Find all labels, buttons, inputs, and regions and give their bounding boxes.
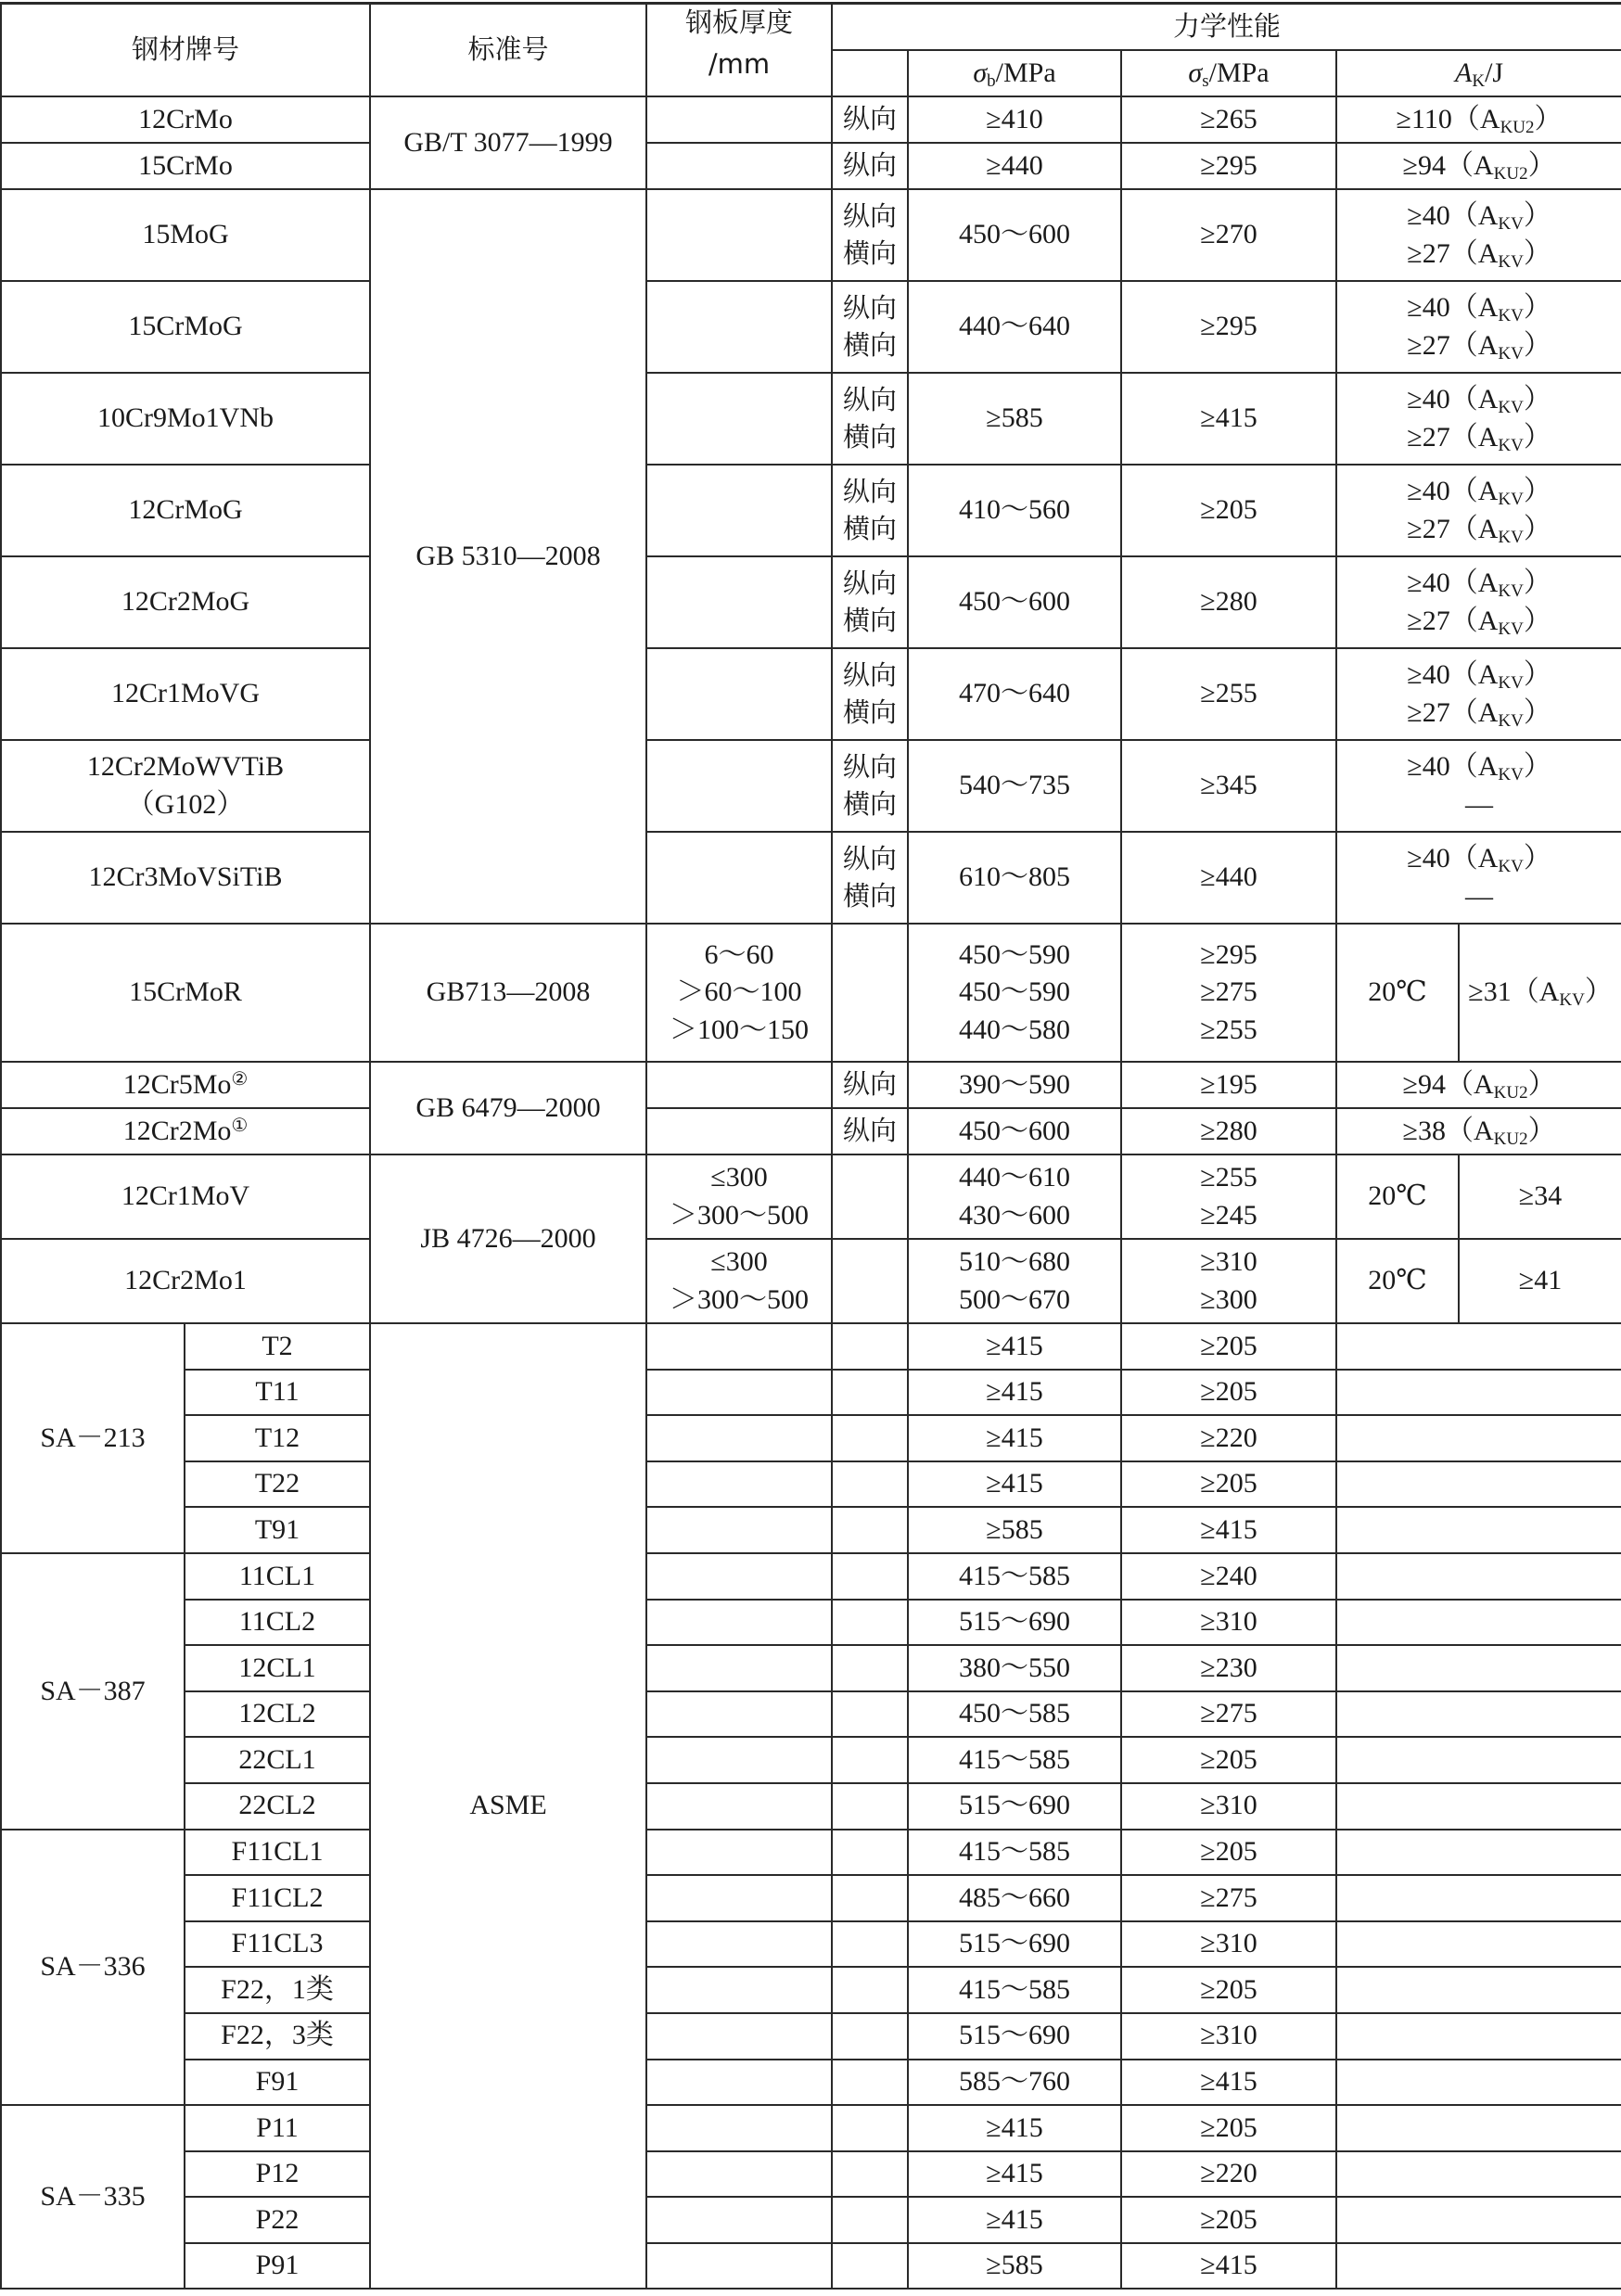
- thickness-cell: [646, 1737, 832, 1783]
- table-row: [1, 2105, 1621, 2151]
- thickness-cell: [646, 648, 832, 740]
- thickness-cell: [646, 2060, 832, 2106]
- direction-cell: [832, 1783, 908, 1830]
- code-cell: P12: [185, 2151, 370, 2198]
- code-cell: 12CL1: [185, 1645, 370, 1691]
- sigma-s-cell: ≥220: [1121, 1415, 1336, 1461]
- thickness-cell: [646, 96, 832, 143]
- table-row: [1, 740, 1621, 832]
- header-ak: $A_K/J$: [1336, 50, 1621, 96]
- sigma-b-cell: 410～560: [908, 465, 1121, 556]
- direction-cell: 纵向 横向: [832, 189, 908, 281]
- temp-cell: 20℃: [1336, 1239, 1459, 1323]
- ak-cell: $\ge 40(A_{KV})$ $\ge 27(A_{KV})$: [1336, 281, 1621, 373]
- standard-cell: ASME: [370, 1323, 646, 2289]
- ak-cell: [1336, 1600, 1621, 1646]
- ak-cell: $\ge 110(A_{KU2})$: [1336, 96, 1621, 143]
- footnote-mark: ①: [231, 1115, 249, 1136]
- ak-cell: [1336, 2151, 1621, 2198]
- sigma-s-cell: ≥280: [1121, 556, 1336, 648]
- table-row: [1, 2013, 1621, 2060]
- direction-cell: [832, 1921, 908, 1968]
- sigma-s-cell: ≥255: [1121, 648, 1336, 740]
- code-cell: 22CL1: [185, 1737, 370, 1783]
- direction-cell: [832, 1967, 908, 2013]
- code-cell: F11CL2: [185, 1875, 370, 1921]
- direction-cell: [832, 2060, 908, 2106]
- table-row: [1, 1154, 1621, 1239]
- thickness-cell: [646, 143, 832, 189]
- code-cell: F22，3类: [185, 2013, 370, 2060]
- footnote-mark: ②: [231, 1068, 249, 1090]
- table-row: [1, 143, 1621, 189]
- sigma-b-cell: ≥440: [908, 143, 1121, 189]
- thickness-cell: [646, 465, 832, 556]
- sigma-b-cell: 515～690: [908, 1600, 1121, 1646]
- direction-cell: 纵向 横向: [832, 281, 908, 373]
- table-row: [1, 1737, 1621, 1783]
- thickness-cell: [646, 1875, 832, 1921]
- sigma-s-cell: ≥310: [1121, 1600, 1336, 1646]
- ak-cell: [1336, 1737, 1621, 1783]
- grade-cell: 15CrMoG: [1, 281, 370, 373]
- table-row: [1, 832, 1621, 924]
- direction-cell: [832, 1691, 908, 1738]
- code-cell: 11CL2: [185, 1600, 370, 1646]
- direction-cell: [832, 1370, 908, 1416]
- standard-cell: GB 5310—2008: [370, 189, 646, 924]
- header-thickness: [646, 4, 832, 97]
- header-standard: 标准号: [370, 4, 646, 97]
- mechanical-properties-table: [0, 2, 1621, 2290]
- ak-cell: [1336, 1921, 1621, 1968]
- thickness-cell: ≤300 ＞300～500: [646, 1239, 832, 1323]
- sigma-s-cell: ≥415: [1121, 2060, 1336, 2106]
- thickness-cell: [646, 2013, 832, 2060]
- code-cell: T2: [185, 1323, 370, 1370]
- sigma-b-cell: 585～760: [908, 2060, 1121, 2106]
- sigma-b-cell: ≥585: [908, 2243, 1121, 2290]
- table-row: [1, 1370, 1621, 1416]
- code-cell: F91: [185, 2060, 370, 2106]
- standard-cell: GB/T 3077—1999: [370, 96, 646, 189]
- table-row: [1, 1645, 1621, 1691]
- ak-cell: [1336, 1323, 1621, 1370]
- ak-cell: [1336, 1783, 1621, 1830]
- direction-cell: 纵向 横向: [832, 556, 908, 648]
- sigma-s-cell: ≥220: [1121, 2151, 1336, 2198]
- sigma-b-cell: ≥415: [908, 1370, 1121, 1416]
- sigma-b-cell: 440～640: [908, 281, 1121, 373]
- grade-cell: 15MoG: [1, 189, 370, 281]
- code-cell: 11CL1: [185, 1553, 370, 1600]
- direction-cell: 纵向: [832, 96, 908, 143]
- sigma-b-cell: 515～690: [908, 1921, 1121, 1968]
- direction-cell: [832, 924, 908, 1062]
- sigma-s-cell: ≥205: [1121, 1323, 1336, 1370]
- thickness-cell: [646, 1600, 832, 1646]
- grade-cell: 15CrMo: [1, 143, 370, 189]
- direction-cell: [832, 1461, 908, 1508]
- ak-cell: [1336, 1875, 1621, 1921]
- table-row: [1, 1783, 1621, 1830]
- ak-cell: [1336, 1967, 1621, 2013]
- header-sigma-b: $\sigma_b$/MPa: [908, 50, 1121, 96]
- table-row: [1, 2060, 1621, 2106]
- ak-cell: $\ge 40(A_{KV})$ —: [1336, 740, 1621, 832]
- sigma-s-cell: ≥310 ≥300: [1121, 1239, 1336, 1323]
- sigma-b-cell: ≥415: [908, 1461, 1121, 1508]
- table-row: [1, 556, 1621, 648]
- table-row: [1, 1323, 1621, 1370]
- code-cell: T12: [185, 1415, 370, 1461]
- table-row: [1, 2151, 1621, 2198]
- sigma-b-cell: 515～690: [908, 1783, 1121, 1830]
- thickness-cell: [646, 832, 832, 924]
- ak-cell: [1336, 2013, 1621, 2060]
- table-row: [1, 2243, 1621, 2290]
- sigma-s-cell: ≥195: [1121, 1062, 1336, 1108]
- thickness-cell: [646, 1415, 832, 1461]
- ak-cell: $\ge 94(A_{KU2})$: [1336, 1062, 1621, 1108]
- table-row: [1, 189, 1621, 281]
- direction-cell: 纵向 横向: [832, 740, 908, 832]
- direction-cell: [832, 1507, 908, 1553]
- grade-cell: 12Cr2Mo1: [1, 1239, 370, 1323]
- sigma-s-cell: ≥275: [1121, 1691, 1336, 1738]
- sigma-b-cell: 540～735: [908, 740, 1121, 832]
- thickness-cell: [646, 1830, 832, 1876]
- direction-cell: 纵向 横向: [832, 465, 908, 556]
- direction-cell: 纵向: [832, 143, 908, 189]
- sigma-s-cell: ≥415: [1121, 373, 1336, 465]
- sigma-s-cell: ≥205: [1121, 1967, 1336, 2013]
- standard-cell: JB 4726—2000: [370, 1154, 646, 1323]
- ak-cell: $\ge 40(A_{KV})$ $\ge 27(A_{KV})$: [1336, 648, 1621, 740]
- sigma-b-cell: ≥410: [908, 96, 1121, 143]
- group-cell-sa335: SA－335: [1, 2105, 185, 2289]
- table-row: [1, 1062, 1621, 1108]
- thickness-cell: [646, 1553, 832, 1600]
- sigma-b-cell: 515～690: [908, 2013, 1121, 2060]
- ak-cell: $\ge 40(A_{KV})$ $\ge 27(A_{KV})$: [1336, 189, 1621, 281]
- sigma-b-cell: 440～610 430～600: [908, 1154, 1121, 1239]
- temp-cell: 20℃: [1336, 924, 1459, 1062]
- thickness-cell: [646, 373, 832, 465]
- code-cell: 12CL2: [185, 1691, 370, 1738]
- direction-cell: [832, 2151, 908, 2198]
- code-cell: F11CL3: [185, 1921, 370, 1968]
- thickness-cell: [646, 556, 832, 648]
- grade-cell: 12Cr2MoG: [1, 556, 370, 648]
- code-cell: T11: [185, 1370, 370, 1416]
- ak-cell: [1336, 2060, 1621, 2106]
- table-row: [1, 1108, 1621, 1154]
- code-cell: F22，1类: [185, 1967, 370, 2013]
- ak-cell: [1336, 1370, 1621, 1416]
- sigma-b-cell: ≥585: [908, 373, 1121, 465]
- grade-cell: 12Cr5Mo②: [1, 1062, 370, 1108]
- thickness-cell: [646, 740, 832, 832]
- ak-cell: [1336, 1830, 1621, 1876]
- sigma-s-cell: ≥205: [1121, 1370, 1336, 1416]
- thickness-cell: [646, 2105, 832, 2151]
- direction-cell: [832, 2243, 908, 2290]
- table-row: [1, 1461, 1621, 1508]
- direction-cell: [832, 1875, 908, 1921]
- grade-cell: 12Cr1MoV: [1, 1154, 370, 1239]
- direction-cell: 纵向 横向: [832, 832, 908, 924]
- sigma-b-cell: ≥585: [908, 1507, 1121, 1553]
- sigma-s-cell: ≥415: [1121, 1507, 1336, 1553]
- ak-cell: [1336, 2105, 1621, 2151]
- sigma-s-cell: ≥295: [1121, 143, 1336, 189]
- sigma-s-cell: ≥280: [1121, 1108, 1336, 1154]
- group-cell-sa213: SA－213: [1, 1323, 185, 1553]
- code-cell: T22: [185, 1461, 370, 1508]
- sigma-b-cell: 415～585: [908, 1553, 1121, 1600]
- sigma-b-cell: 380～550: [908, 1645, 1121, 1691]
- code-cell: T91: [185, 1507, 370, 1553]
- sigma-s-cell: ≥440: [1121, 832, 1336, 924]
- sigma-s-cell: ≥270: [1121, 189, 1336, 281]
- thickness-cell: [646, 1967, 832, 2013]
- sigma-s-cell: ≥205: [1121, 1830, 1336, 1876]
- direction-cell: [832, 2197, 908, 2243]
- sigma-b-cell: 390～590: [908, 1062, 1121, 1108]
- direction-cell: [832, 2105, 908, 2151]
- direction-cell: [832, 1239, 908, 1323]
- ak-cell: [1336, 1507, 1621, 1553]
- table-row: [1, 96, 1621, 143]
- direction-cell: [832, 1600, 908, 1646]
- sigma-b-cell: ≥415: [908, 2197, 1121, 2243]
- thickness-cell: [646, 1783, 832, 1830]
- sigma-s-cell: ≥205: [1121, 1737, 1336, 1783]
- sigma-b-cell: 450～600: [908, 1108, 1121, 1154]
- direction-cell: [832, 1830, 908, 1876]
- table-row: [1, 1415, 1621, 1461]
- direction-cell: [832, 1737, 908, 1783]
- grade-cell: 12Cr2Mo①: [1, 1108, 370, 1154]
- ak-cell: $\ge 94(A_{KU2})$: [1336, 143, 1621, 189]
- thickness-cell: [646, 281, 832, 373]
- thickness-cell: [646, 189, 832, 281]
- sigma-b-cell: 510～680 500～670: [908, 1239, 1121, 1323]
- table-row: [1, 648, 1621, 740]
- ak-cell: $\ge 40(A_{KV})$ $\ge 27(A_{KV})$: [1336, 373, 1621, 465]
- code-cell: 22CL2: [185, 1783, 370, 1830]
- sigma-b-cell: 450～585: [908, 1691, 1121, 1738]
- thickness-cell: [646, 2243, 832, 2290]
- sigma-s-cell: ≥295: [1121, 281, 1336, 373]
- code-cell: P11: [185, 2105, 370, 2151]
- table-row: [1, 1600, 1621, 1646]
- sigma-s-cell: ≥295 ≥275 ≥255: [1121, 924, 1336, 1062]
- direction-cell: [832, 1645, 908, 1691]
- ak-cell: $\ge 40(A_{KV})$ $\ge 27(A_{KV})$: [1336, 556, 1621, 648]
- sigma-s-cell: ≥310: [1121, 2013, 1336, 2060]
- grade-cell: 12CrMoG: [1, 465, 370, 556]
- table-row: [1, 465, 1621, 556]
- ak-cell: $\ge 40(A_{KV})$ $\ge 27(A_{KV})$: [1336, 465, 1621, 556]
- thickness-cell: [646, 2197, 832, 2243]
- standard-cell: GB 6479—2000: [370, 1062, 646, 1154]
- group-cell-sa387: SA－387: [1, 1553, 185, 1830]
- thickness-cell: 6～60 ＞60～100 ＞100～150: [646, 924, 832, 1062]
- table-row: [1, 1553, 1621, 1600]
- grade-cell: 12Cr3MoVSiTiB: [1, 832, 370, 924]
- sigma-s-cell: ≥205: [1121, 465, 1336, 556]
- direction-cell: 纵向 横向: [832, 373, 908, 465]
- ak-cell: [1336, 1415, 1621, 1461]
- direction-cell: 纵向: [832, 1108, 908, 1154]
- sigma-b-cell: 610～805: [908, 832, 1121, 924]
- grade-cell: 10Cr9Mo1VNb: [1, 373, 370, 465]
- direction-cell: 纵向: [832, 1062, 908, 1108]
- ak-cell: ≥34: [1459, 1154, 1621, 1239]
- sigma-b-cell: 470～640: [908, 648, 1121, 740]
- sigma-s-cell: ≥230: [1121, 1645, 1336, 1691]
- header-row-1: [1, 4, 1621, 51]
- header-thickness-unit: /mm: [708, 48, 771, 81]
- sigma-s-cell: ≥265: [1121, 96, 1336, 143]
- sigma-b-cell: 485～660: [908, 1875, 1121, 1921]
- direction-cell: [832, 1553, 908, 1600]
- code-cell: P22: [185, 2197, 370, 2243]
- table-row: [1, 1691, 1621, 1738]
- code-cell: P91: [185, 2243, 370, 2290]
- header-mechanical: 力学性能: [832, 4, 1621, 51]
- ak-cell: [1336, 2197, 1621, 2243]
- thickness-cell: [646, 1921, 832, 1968]
- thickness-cell: [646, 1691, 832, 1738]
- standard-cell: GB713—2008: [370, 924, 646, 1062]
- grade-cell: 12CrMo: [1, 96, 370, 143]
- thickness-cell: ≤300 ＞300～500: [646, 1154, 832, 1239]
- direction-cell: [832, 1323, 908, 1370]
- sigma-s-cell: ≥205: [1121, 2105, 1336, 2151]
- grade-cell: 12Cr2MoWVTiB （G102）: [1, 740, 370, 832]
- table-row: [1, 281, 1621, 373]
- direction-cell: 纵向 横向: [832, 648, 908, 740]
- thickness-cell: [646, 1108, 832, 1154]
- header-sigma-s: $\sigma_s$/MPa: [1121, 50, 1336, 96]
- sigma-s-cell: ≥240: [1121, 1553, 1336, 1600]
- sigma-s-cell: ≥345: [1121, 740, 1336, 832]
- ak-cell: [1336, 1645, 1621, 1691]
- code-cell: F11CL1: [185, 1830, 370, 1876]
- thickness-cell: [646, 2151, 832, 2198]
- sigma-s-cell: ≥205: [1121, 1461, 1336, 1508]
- header-direction: [832, 50, 908, 96]
- ak-cell: $\ge 40(A_{KV})$ —: [1336, 832, 1621, 924]
- ak-cell: [1336, 1691, 1621, 1738]
- direction-cell: [832, 1415, 908, 1461]
- table-row: [1, 1507, 1621, 1553]
- sigma-s-cell: ≥310: [1121, 1921, 1336, 1968]
- sigma-b-cell: 415～585: [908, 1830, 1121, 1876]
- sigma-b-cell: 450～590 450～590 440～580: [908, 924, 1121, 1062]
- thickness-cell: [646, 1507, 832, 1553]
- thickness-cell: [646, 1323, 832, 1370]
- sigma-b-cell: 450～600: [908, 189, 1121, 281]
- thickness-cell: [646, 1370, 832, 1416]
- sigma-s-cell: ≥205: [1121, 2197, 1336, 2243]
- table-row: [1, 2197, 1621, 2243]
- ak-cell: $\ge 31(A_{KV})$: [1459, 924, 1621, 1062]
- table-row: [1, 1875, 1621, 1921]
- sigma-b-cell: 415～585: [908, 1737, 1121, 1783]
- sigma-s-cell: ≥255 ≥245: [1121, 1154, 1336, 1239]
- group-cell-sa336: SA－336: [1, 1830, 185, 2106]
- table-row: [1, 373, 1621, 465]
- thickness-cell: [646, 1645, 832, 1691]
- sigma-b-cell: 415～585: [908, 1967, 1121, 2013]
- sigma-b-cell: ≥415: [908, 1415, 1121, 1461]
- thickness-cell: [646, 1461, 832, 1508]
- ak-cell: [1336, 1461, 1621, 1508]
- grade-cell: 12Cr1MoVG: [1, 648, 370, 740]
- sigma-s-cell: ≥415: [1121, 2243, 1336, 2290]
- sigma-b-cell: ≥415: [908, 1323, 1121, 1370]
- sigma-b-cell: ≥415: [908, 2151, 1121, 2198]
- header-thickness-label: 钢板厚度: [685, 6, 794, 38]
- direction-cell: [832, 2013, 908, 2060]
- direction-cell: [832, 1154, 908, 1239]
- sigma-b-cell: ≥415: [908, 2105, 1121, 2151]
- ak-cell: $\ge 38(A_{KU2})$: [1336, 1108, 1621, 1154]
- ak-cell: [1336, 1553, 1621, 1600]
- thickness-cell: [646, 1062, 832, 1108]
- grade-cell: 15CrMoR: [1, 924, 370, 1062]
- table-row: [1, 1239, 1621, 1323]
- table-row: [1, 1830, 1621, 1876]
- header-grade: 钢材牌号: [1, 4, 370, 97]
- table-row: [1, 924, 1621, 1062]
- table-row: [1, 1967, 1621, 2013]
- temp-cell: 20℃: [1336, 1154, 1459, 1239]
- sigma-b-cell: 450～600: [908, 556, 1121, 648]
- sigma-s-cell: ≥275: [1121, 1875, 1336, 1921]
- ak-cell: ≥41: [1459, 1239, 1621, 1323]
- sigma-s-cell: ≥310: [1121, 1783, 1336, 1830]
- table-row: [1, 1921, 1621, 1968]
- ak-cell: [1336, 2243, 1621, 2290]
